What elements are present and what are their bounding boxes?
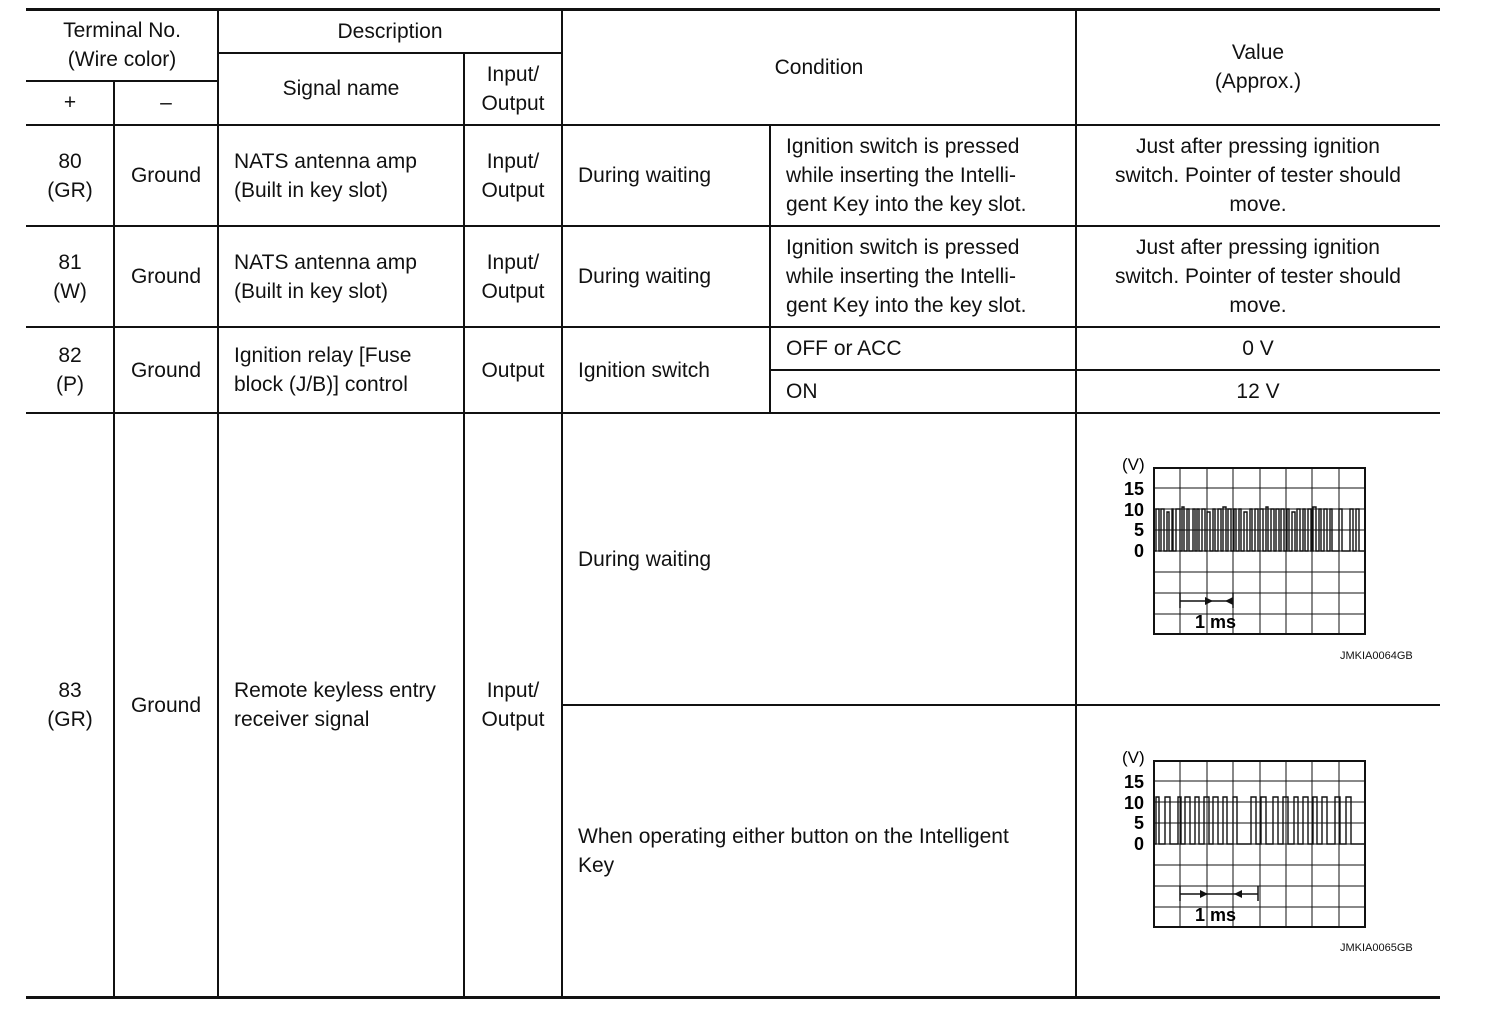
time-scale-marker (1180, 886, 1258, 901)
signal-name-cell: NATS antenna amp (Built in key slot) (234, 250, 417, 303)
waveform-operating (1110, 745, 1380, 935)
condition-cell: During waiting (578, 547, 712, 571)
ground-cell: Ground (130, 358, 202, 382)
condition-cell: Ignition switch (578, 358, 710, 382)
table-bottom-border (26, 996, 1440, 999)
value-cell: 12 V (1236, 379, 1280, 403)
value-cell: Just after pressing ignition switch. Pointer of tester should move. (1115, 135, 1401, 216)
sub-condition-cell: OFF or ACC (786, 336, 902, 360)
sub-condition-cell: Ignition switch is pressed while inserting the Intelli- gent Key into the key slot. (786, 135, 1027, 216)
y-axis-unit: (V) (1122, 748, 1145, 767)
condition-cell: During waiting (578, 265, 712, 288)
waveform-trace (1154, 797, 1364, 844)
y-tick-label: 5 (1134, 520, 1145, 540)
header-minus: – (160, 91, 172, 114)
sub-condition-cell: ON (786, 379, 818, 403)
signal-name-cell: Remote keyless entry receiver signal (234, 679, 436, 731)
time-scale-label: 1 ms (1195, 905, 1237, 925)
y-tick-label: 15 (1124, 479, 1145, 499)
io-cell: Input/ Output (481, 679, 545, 731)
condition-cell: When operating either button on the Intelligent Key (578, 825, 1009, 877)
header-value: Value (Approx.) (1214, 41, 1302, 93)
header-input-output: Input/ Output (481, 62, 545, 115)
io-cell: Input/ Output (481, 250, 545, 303)
io-cell: Input/ Output (481, 149, 545, 202)
header-description: Description (337, 19, 443, 43)
y-tick-label: 0 (1134, 541, 1145, 561)
figure-code: JMKIA0065GB (1340, 942, 1413, 954)
header-condition: Condition (774, 55, 864, 79)
signal-name-cell: NATS antenna amp (Built in key slot) (234, 149, 417, 202)
terminal-cell: 83 (GR) (47, 679, 93, 731)
y-tick-label: 0 (1134, 834, 1145, 854)
signal-name-cell: Ignition relay [Fuse block (J/B)] control (234, 344, 412, 396)
value-cell: 0 V (1242, 336, 1274, 360)
y-tick-label: 10 (1124, 500, 1145, 520)
y-axis-unit: (V) (1122, 455, 1145, 474)
header-terminal-no: Terminal No. (Wire color) (63, 19, 181, 71)
time-scale-label: 1 ms (1195, 612, 1237, 632)
sub-condition-cell: Ignition switch is pressed while inserting the Intelli- gent Key into the key slot. (786, 236, 1027, 317)
waveform-trace (1154, 507, 1364, 551)
io-cell: Output (481, 358, 545, 382)
ground-cell: Ground (130, 265, 202, 288)
y-tick-label: 15 (1124, 772, 1145, 792)
ground-cell: Ground (130, 164, 202, 187)
waveform-waiting (1110, 452, 1380, 642)
terminal-cell: 80 (GR) (47, 149, 93, 202)
terminal-cell: 82 (P) (56, 344, 84, 396)
y-tick-label: 5 (1134, 813, 1145, 833)
y-tick-label: 10 (1124, 793, 1145, 813)
value-cell: Just after pressing ignition switch. Pointer of tester should move. (1115, 236, 1401, 317)
header-signal-name: Signal name (282, 77, 400, 100)
header-plus: + (63, 91, 77, 114)
ground-cell: Ground (130, 693, 202, 717)
terminal-cell: 81 (W) (53, 250, 87, 303)
condition-cell: During waiting (578, 164, 712, 187)
figure-code: JMKIA0064GB (1340, 650, 1413, 662)
